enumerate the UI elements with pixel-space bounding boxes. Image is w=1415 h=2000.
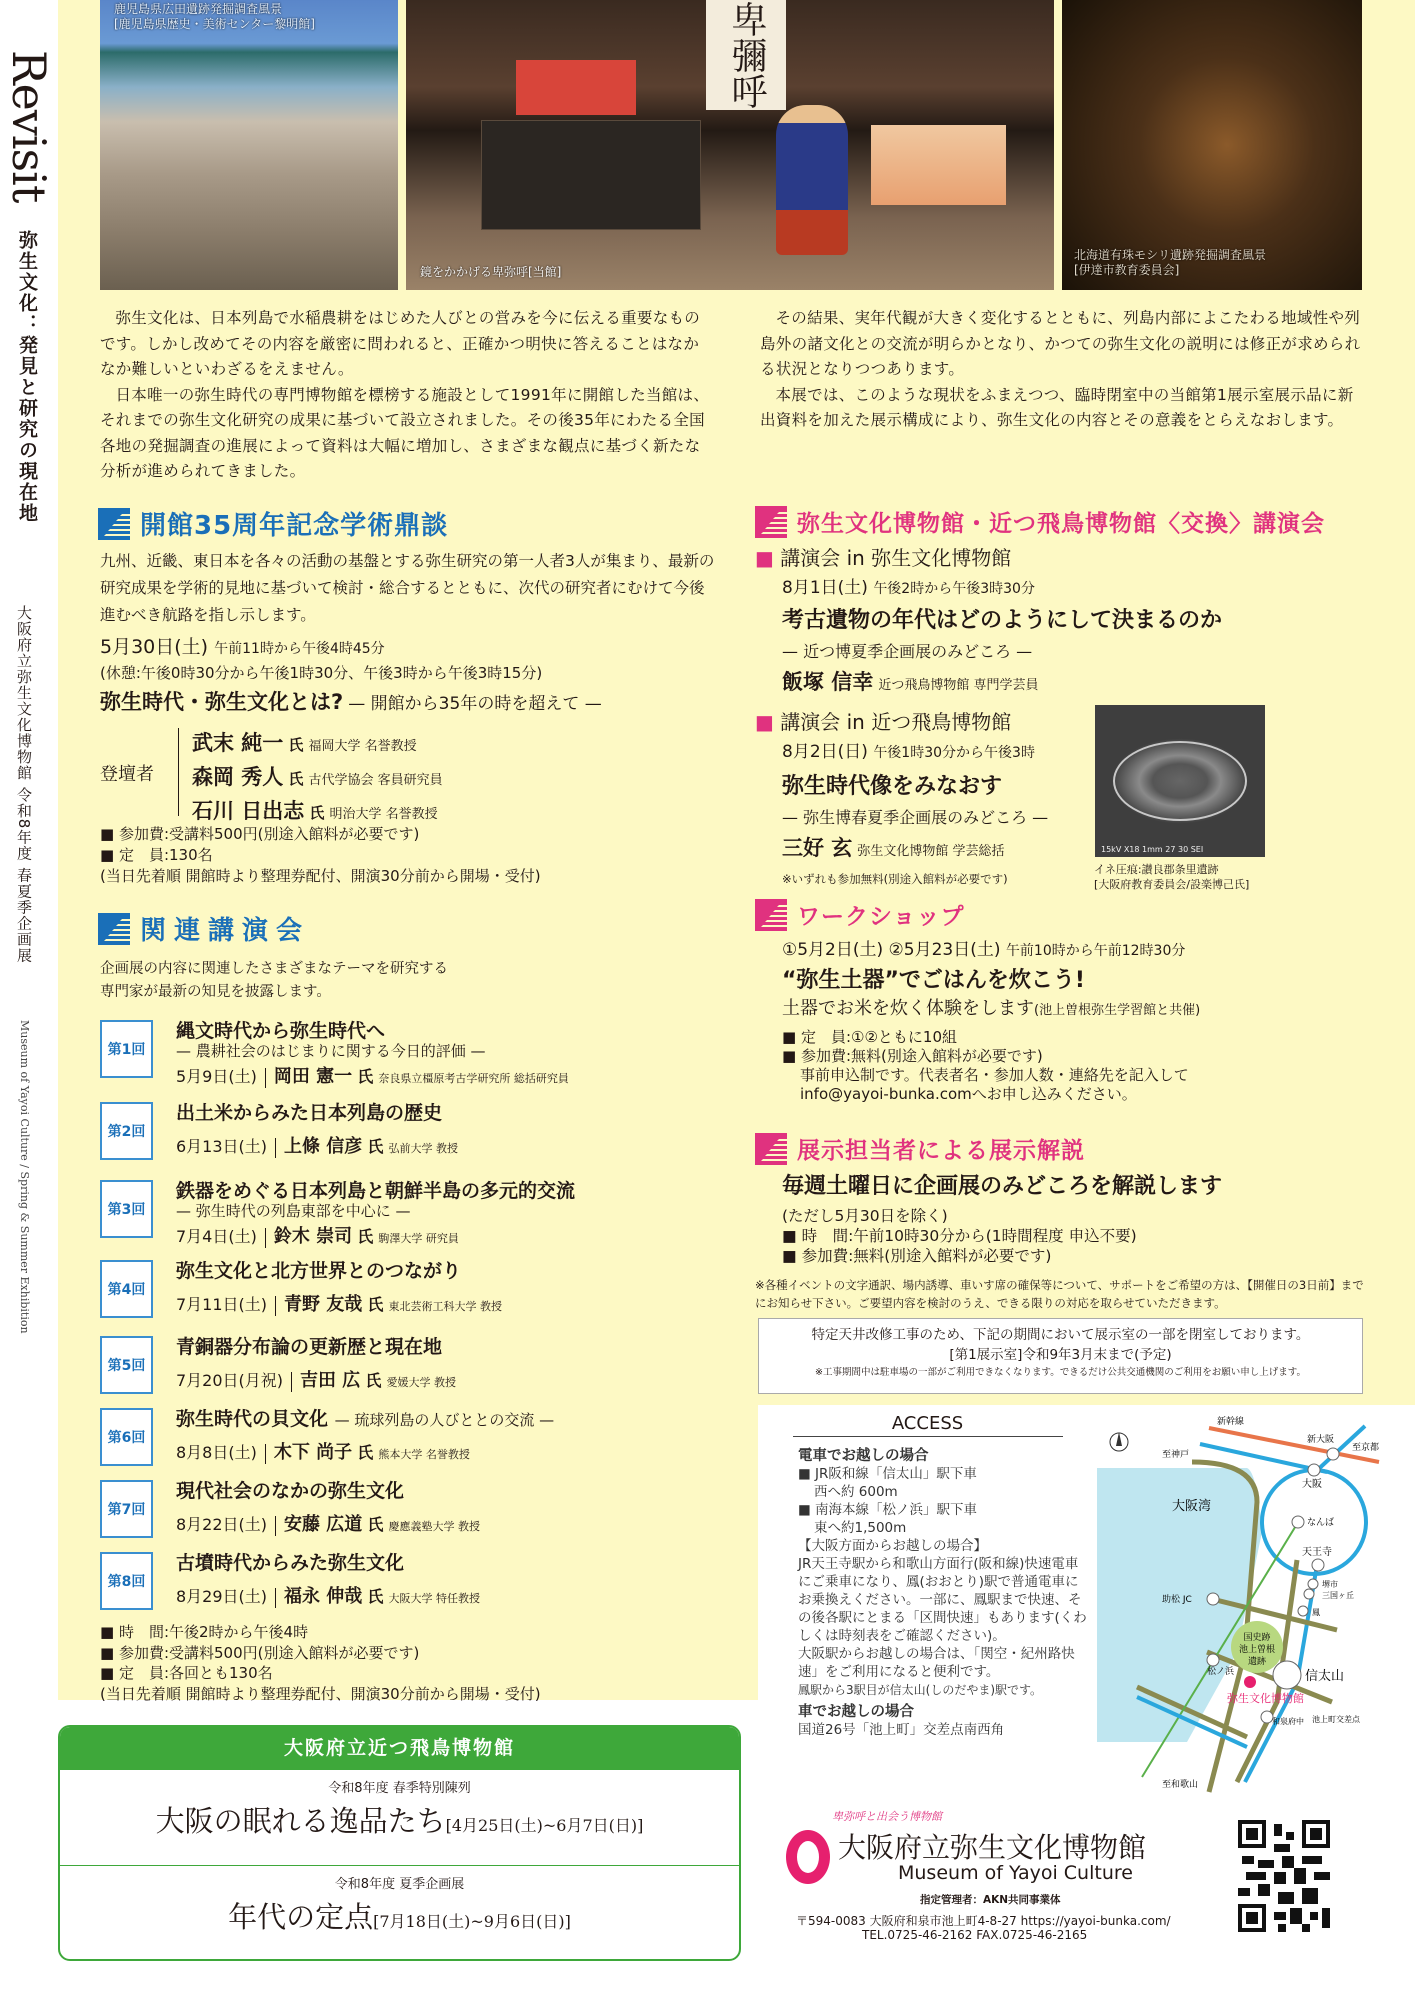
intro-paragraph: 弥生文化は、日本列島で水稲農耕をはじめた人びとの営みを今に伝える重要なものです。しかし改めてその内容を厳密に問われると、正確かつ明快に答えることはなかなか難しいといわざるをえません。: [100, 309, 701, 378]
symposium-desc: 九州、近畿、東日本を各々の活動の基盤とする弥生研究の第一人者3人が集まり、最新の研究成果を学術的見地に基づいて検討・総合するとともに、次代の研究者にむけて今後進むべき航路を指し示します。: [100, 552, 715, 624]
lecture-b-date: 8月2日(日) 午後1時30分から午後3時: [782, 742, 1035, 762]
svg-text:三国ヶ丘: 三国ヶ丘: [1322, 1591, 1354, 1600]
workshop-heading: [755, 898, 965, 931]
svg-text:大阪: 大阪: [1302, 1479, 1322, 1490]
lecture-b-speaker: 三好 玄 弥生文化博物館 学芸総括: [782, 836, 1005, 860]
museum-name-ja: 大阪府立弥生文化博物館: [838, 1831, 1147, 1864]
lecture-item: 第8回 古墳時代からみた弥生文化 8月29日(土) 福永 伸哉 氏 大阪大学 特任教授: [100, 1548, 740, 1614]
venue-yayoi: ■ 講演会 in 弥生文化博物館: [755, 546, 1012, 570]
divider: [178, 728, 179, 816]
symposium-heading: [98, 505, 448, 542]
svg-text:なんば: なんば: [1307, 1518, 1335, 1528]
stripe-icon: [98, 508, 130, 540]
lecture-item: 第7回 現代社会のなかの弥生文化 8月22日(土) 安藤 広道 氏 慶應義塾大学 教授: [100, 1476, 740, 1542]
lecture-item: 第5回 青銅器分布論の更新歴と現在地 7月20日(月祝) 吉田 広 氏 愛媛大学 教授: [100, 1332, 740, 1398]
lecture-details: ■ 時 間:午後2時から午後4時 ■ 参加費:受講料500円(別途入館料が必要です) ■ 定 員:各回とも130名 (当日先着順 開館時より整理券配付、開演30分前から開場・受付): [100, 1622, 541, 1704]
svg-text:助松 JC: 助松 JC: [1162, 1595, 1192, 1605]
lecture-a-title: 考古遺物の年代はどのようにして決まるのか: [782, 608, 1223, 633]
rice-imprint-photo: 15kV X18 1mm 27 30 SEI: [1095, 705, 1265, 857]
chikatsu-exhibit-1: 令和8年度 春季特別陳列 大阪の眠れる逸品たち[4月25日(土)~6月7日(日)]: [60, 1769, 739, 1865]
photo-caption: 北海道有珠モシリ遺跡発掘調査風景 [伊達市教育委員会]: [1074, 248, 1267, 277]
qr-code[interactable]: [1238, 1820, 1330, 1932]
workshop-dates: ①5月2日(土) ②5月23日(土) 午前10時から午前12時30分: [782, 940, 1186, 960]
heading-text: 関連講演会: [140, 916, 311, 946]
access-map: [1092, 1412, 1402, 1807]
speaker-list: [192, 728, 443, 830]
intro-right: [760, 306, 1365, 434]
rice-imprint-caption: イネ圧痕:讃良郡条里遺跡 [大阪府教育委員会/設楽博己氏]: [1094, 863, 1250, 891]
exhibit-panel: [481, 120, 701, 230]
red-painting: [516, 60, 636, 115]
svg-text:至和歌山: 至和歌山: [1162, 1780, 1199, 1790]
museum-name-en: Museum of Yayoi Culture: [898, 1862, 1133, 1884]
english-line: Museum of Yayoi Culture / Spring & Summer Exhibition: [18, 1020, 31, 1334]
intro-paragraph: 日本唯一の弥生時代の専門博物館を標榜する施設として1991年に開館した当館は、それまでの弥生文化研究の成果に基づいて設立されました。その後35年にわたる全国各地の発掘調査の進展によって資料は大幅に増加し、さまざまな観点に基づく新たな分析が進められてきました。: [100, 385, 710, 480]
lecture-b-title: 弥生時代像をみなおす: [782, 774, 1003, 799]
heading-text: 展示担当者による展示解説: [797, 1138, 1085, 1164]
photo-himiko-exhibit: [406, 0, 1054, 290]
lecture-a-speaker: 飯塚 信幸 近つ飛鳥博物館 専門学芸員: [782, 670, 1039, 694]
lectures-desc: 企画展の内容に関連したさまざまなテーマを研究する 専門家が最新の知見を披露します。: [100, 961, 448, 1000]
speaker: 武末 純一 氏 福岡大学 名誉教授: [192, 731, 417, 755]
stripe-icon: [755, 899, 787, 931]
intro-left: [100, 306, 710, 485]
museum-logo-icon: [786, 1830, 830, 1884]
lecture-number: 第8回: [100, 1552, 153, 1610]
closure-notice: 特定天井改修工事のため、下記の期間において展示室の一部を閉室しております。 [第1展示室]令和9年3月末まで(予定) ※工事期間中は駐車場の一部がご利用できなくなります。できるだけ公共交通機関のご利用をお願い申し上げます。: [758, 1318, 1363, 1394]
lecture-item: 第3回 鉄器をめぐる日本列島と朝鮮半島の多元的交流 — 弥生時代の列島東部を中心に — 7月4日(土) 鈴木 崇司 氏 駒澤大学 研究員: [100, 1176, 740, 1242]
support-note: ※各種イベントの文字通訳、場内誘導、車いす席の確保等について、サポートをご希望の方は、【開催日の3日前】までにお知らせ下さい。ご要望内容を検討のうえ、できる限りの対応を取らせていただきます。: [755, 1278, 1364, 1310]
svg-text:和泉府中: 和泉府中: [1272, 1717, 1304, 1726]
exchange-note: ※いずれも参加無料(別途入館料が必要です): [782, 872, 1008, 886]
chikatsu-heading: 大阪府立近つ飛鳥博物館: [60, 1727, 739, 1769]
photo-usu-moshiri: [1062, 0, 1362, 290]
symposium-title: 弥生時代・弥生文化とは? — 開館から35年の時を超えて —: [100, 690, 602, 714]
lecture-item: 第1回 縄文時代から弥生時代へ — 農耕社会のはじまりに関する今日的評価 — 5月9日(土) 岡田 憲一 氏 奈良県立橿原考古学研究所 総括研究員: [100, 1016, 740, 1082]
svg-text:大阪湾: 大阪湾: [1172, 1499, 1212, 1514]
lecture-a-date: 8月1日(土) 午後2時から午後3時30分: [782, 578, 1035, 598]
revisit-logo: Revisit: [2, 50, 56, 203]
gallery-talk-heading: [755, 1132, 1085, 1165]
exhibition-title: 弥生文化：発見と研究の現在地: [16, 230, 38, 524]
workshop-desc: 土器でお米を炊く体験をします(池上曽根弥生学習館と共催): [782, 998, 1201, 1019]
access-text: ACCESS 電車でお越しの場合 ■ JR阪和線「信太山」駅下車 西へ約 600m ■ 南海本線「松ノ浜」駅下車 東へ約1,500m 【大阪方面からお越しの場合】 JR天王寺駅から和歌山方面行(阪和線)快速電車にご乗車になり、鳳(おおとり)駅で普通電車にお乗換えください。一部に、鳳駅まで快速、その後各駅にとまる「区間快速」もあります(くわしくは時刻表をご確認ください)。 大阪駅からお越しの場合は、「関空・紀州路快速」をご利用になると便利です。 鳳駅から3駅目が信太山(しのだやま)駅です。 車でお越しの場合 国道26号「池上町」交差点南西角: [760, 1408, 1095, 1788]
lecture-item: 第4回 弥生文化と北方世界とのつながり 7月11日(土) 青野 友哉 氏 東北芸術工科大学 教授: [100, 1256, 740, 1322]
himiko-figure: [776, 105, 848, 255]
venue-chikatsu: ■ 講演会 in 近つ飛鳥博物館: [755, 710, 1012, 734]
svg-text:新大阪: 新大阪: [1307, 1435, 1335, 1445]
heading-text: 弥生文化博物館・近つ飛鳥博物館〈交換〉講演会: [797, 511, 1325, 537]
himiko-banner: 卑彌呼: [706, 0, 786, 110]
lecture-number: 第7回: [100, 1480, 153, 1538]
lecture-a-subtitle: — 近つ博夏季企画展のみどころ —: [782, 642, 1033, 661]
stripe-icon: [98, 913, 130, 945]
lecture-b-subtitle: — 弥生博春夏季企画展のみどころ —: [782, 808, 1049, 827]
lecture-number: 第6回: [100, 1408, 153, 1466]
access-heading: ACCESS: [793, 1412, 1063, 1437]
symposium-break: (休憩:午後0時30分から午後1時30分、午後3時から午後3時15分): [100, 664, 543, 682]
svg-text:至京都: 至京都: [1352, 1443, 1380, 1453]
speaker: 森岡 秀人 氏 古代学協会 客員研究員: [192, 765, 443, 789]
workshop-details: ■ 定 員:①②ともに10組 ■ 参加費:無料(別途入館料が必要です) 事前申込制です。代表者名・参加人数・連絡先を記入して info@yayoi-bunka.comへお申し込みください。: [782, 1028, 1189, 1104]
lecture-number: 第2回: [100, 1102, 153, 1160]
intro-paragraph: その結果、実年代観が大きく変化するとともに、列島内部によこたわる地域性や列島外の諸文化との交流が明らかとなり、かつての弥生文化の説明には修正が求められる状況となりつつあります。: [760, 309, 1361, 378]
svg-text:池上曽根: 池上曽根: [1238, 1645, 1276, 1655]
stripe-icon: [755, 1133, 787, 1165]
manager: 指定管理者：AKN共同事業体: [920, 1894, 1061, 1906]
intro-paragraph: 本展では、このような現状をふまえつつ、臨時閉室中の当館第1展示室展示品に新出資料を加えた展示構成により、弥生文化の内容とその意義をとらえなおします。: [760, 385, 1354, 429]
svg-text:池上町交差点: 池上町交差点: [1312, 1715, 1360, 1724]
svg-text:松ノ浜: 松ノ浜: [1207, 1667, 1235, 1677]
svg-text:天王寺: 天王寺: [1302, 1547, 1332, 1558]
display-case: [871, 125, 1006, 205]
photo-caption: 鏡をかかげる卑弥呼[当館]: [420, 265, 562, 279]
chikatsu-exhibit-2: 令和8年度 夏季企画展 年代の定点[7月18日(土)~9月6日(日)]: [60, 1865, 739, 1961]
svg-text:国史跡: 国史跡: [1243, 1633, 1271, 1643]
address: 〒594-0083 大阪府和泉市池上町4-8-27 https://yayoi-bunka.com/: [796, 1914, 1171, 1928]
svg-text:遺跡: 遺跡: [1247, 1657, 1267, 1667]
svg-text:至神戸: 至神戸: [1162, 1450, 1190, 1460]
gallery-talk-title: 毎週土曜日に企画展のみどころを解説します: [782, 1174, 1223, 1199]
photo-caption: 鹿児島県広田遺跡発掘調査風景 [鹿児島県歴史・美術センター黎明館]: [114, 2, 315, 31]
lectures-heading: [98, 910, 310, 947]
lecture-number: 第3回: [100, 1180, 153, 1238]
lecture-number: 第5回: [100, 1336, 153, 1394]
lecture-item: 第2回 出土米からみた日本列島の歴史 6月13日(土) 上條 信彦 氏 弘前大学 教授: [100, 1098, 740, 1164]
heading-text: ワークショップ: [797, 904, 965, 930]
photo-hirota-excavation: [100, 0, 398, 290]
lecture-number: 第1回: [100, 1020, 153, 1078]
gallery-talk-details: (ただし5月30日を除く) ■ 時 間:午前10時30分から(1時間程度 申込不要) ■ 参加費:無料(別途入館料が必要です): [782, 1206, 1137, 1266]
tel-fax: TEL.0725-46-2162 FAX.0725-46-2165: [862, 1928, 1088, 1942]
exchange-heading: [755, 505, 1325, 538]
lecture-item: 第6回 弥生時代の貝文化 — 琉球列島の人びととの交流 — 8月8日(土) 木下 尚子 氏 熊本大学 名誉教授: [100, 1404, 740, 1470]
institution-line: 大阪府立弥生文化博物館 令和8年度 春夏季企画展: [15, 605, 33, 964]
svg-text:信太山: 信太山: [1305, 1669, 1345, 1684]
speakers-label: 登壇者: [100, 764, 154, 785]
svg-text:新幹線: 新幹線: [1217, 1417, 1245, 1427]
speaker: 石川 日出志 氏 明治大学 名誉教授: [192, 799, 438, 823]
workshop-title: “弥生土器”でごはんを炊こう!: [782, 968, 1085, 993]
symposium-date: 5月30日(土) 午前11時から午後4時45分: [100, 636, 385, 658]
heading-text: 開館35周年記念学術鼎談: [140, 511, 449, 541]
stripe-icon: [755, 506, 787, 538]
lecture-number: 第4回: [100, 1260, 153, 1318]
tagline: 卑弥呼と出会う博物館: [832, 1810, 942, 1823]
chikatsu-museum-box: [58, 1725, 741, 1961]
spine: [0, 0, 58, 2000]
workshop-email: info@yayoi-bunka.comへお申し込みください。: [800, 1085, 1137, 1103]
symposium-details: ■ 参加費:受講料500円(別途入館料が必要です) ■ 定 員:130名 (当日先着順 開館時より整理券配付、開演30分前から開場・受付): [100, 824, 541, 887]
svg-text:鳳: 鳳: [1312, 1608, 1320, 1617]
svg-text:堺市: 堺市: [1322, 1580, 1338, 1589]
svg-text:弥生文化博物館: 弥生文化博物館: [1227, 1692, 1304, 1705]
